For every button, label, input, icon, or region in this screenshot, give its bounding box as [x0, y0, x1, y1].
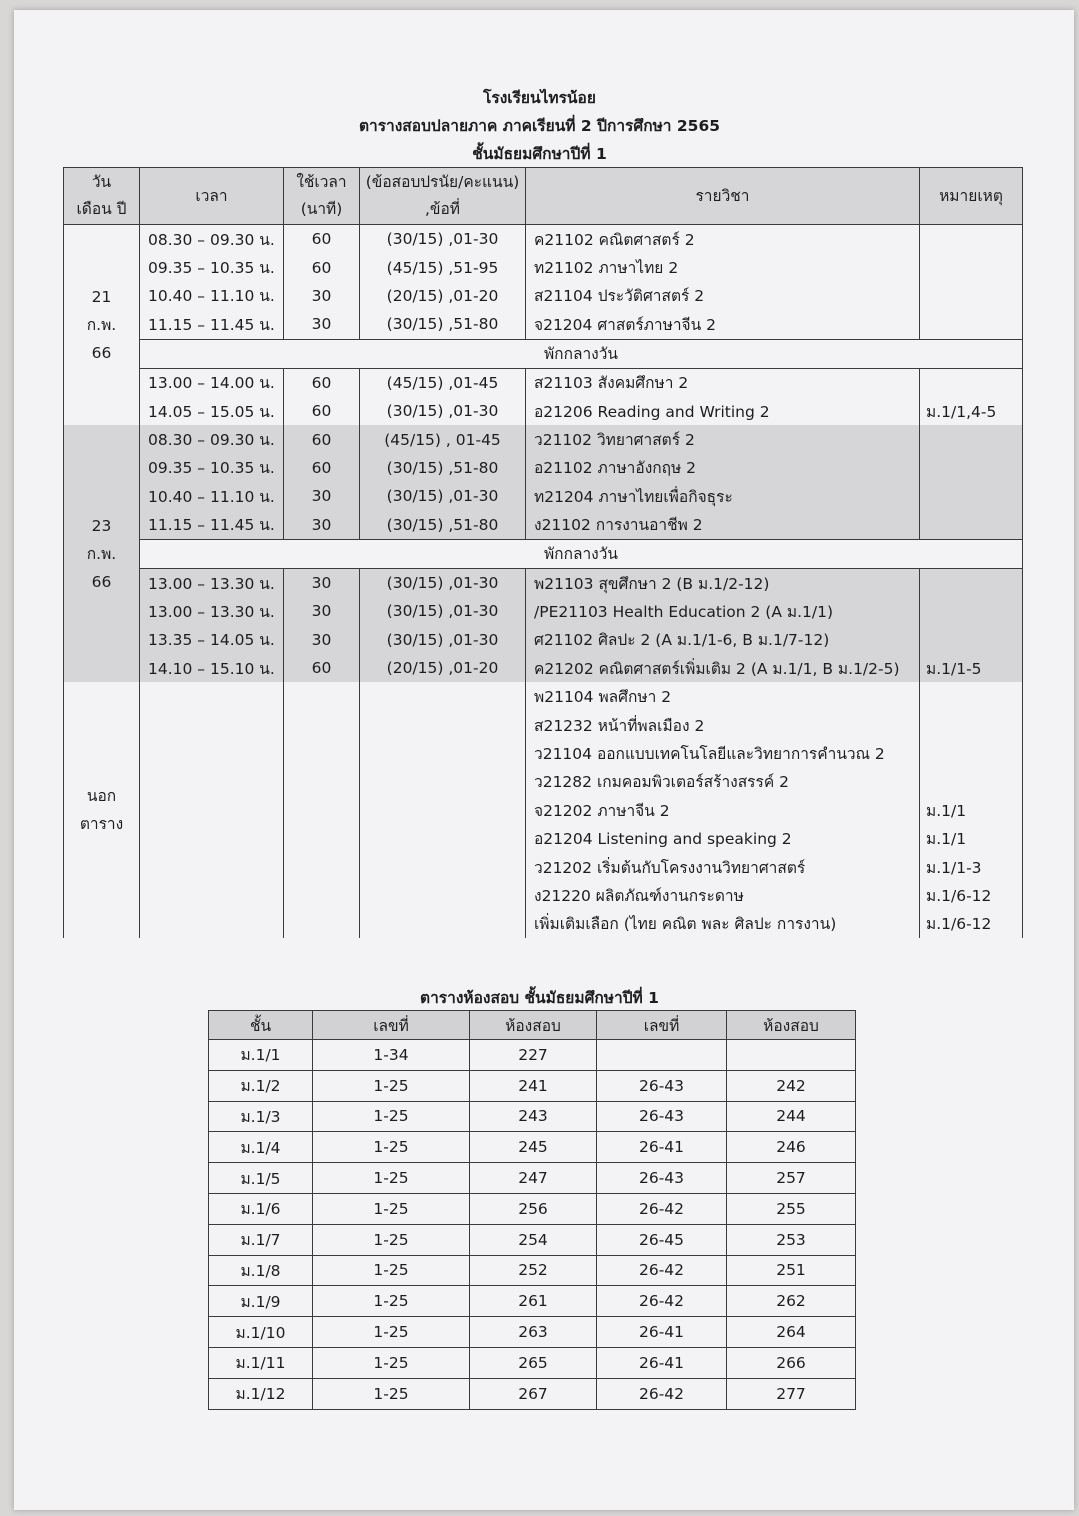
exam-time: 13.00 – 14.00 น. [140, 368, 284, 397]
rooms-row [209, 1132, 856, 1163]
exam-row [64, 568, 1023, 597]
exam-remark: ม.1/1-5 [920, 654, 1023, 682]
header-line: 23 [91, 516, 112, 535]
col-date-header [64, 168, 140, 225]
exam-row [64, 397, 1023, 425]
outside-remark: ม.1/6-12 [920, 881, 1023, 909]
rooms-cell [597, 1040, 727, 1071]
outside-remark [920, 768, 1023, 796]
exam-row [64, 368, 1023, 397]
exam-duration: 60 [284, 397, 360, 425]
exam-items: (20/15) ,01-20 [360, 282, 526, 310]
rooms-column-header: ห้องสอบ [727, 1011, 856, 1040]
exam-remark [920, 482, 1023, 510]
exam-subject: ค21102 คณิตศาสตร์ 2 [526, 225, 920, 254]
exam-remark: ม.1/1,4-5 [920, 397, 1023, 425]
exam-remark [920, 368, 1023, 397]
exam-row [64, 482, 1023, 510]
rooms-cell: 1-25 [313, 1255, 470, 1286]
outside-remark: ม.1/1 [920, 796, 1023, 824]
exam-duration: 30 [284, 568, 360, 597]
exam-remark [920, 454, 1023, 482]
rooms-row [209, 1101, 856, 1132]
rooms-cell: 26-43 [597, 1163, 727, 1194]
exam-items: (45/15) ,01-45 [360, 368, 526, 397]
rooms-header-row [209, 1011, 856, 1040]
col-remark-header: หมายเหตุ [920, 168, 1023, 225]
rooms-cell: 277 [727, 1378, 856, 1409]
rooms-cell: 256 [470, 1193, 597, 1224]
rooms-cell: 266 [727, 1347, 856, 1378]
rooms-cell: 26-42 [597, 1193, 727, 1224]
rooms-cell: 245 [470, 1132, 597, 1163]
exam-duration: 60 [284, 253, 360, 281]
rooms-cell: 264 [727, 1317, 856, 1348]
rooms-row [209, 1286, 856, 1317]
exam-time: 08.30 – 09.30 น. [140, 425, 284, 453]
exam-time: 09.35 – 10.35 น. [140, 253, 284, 281]
school-name: โรงเรียนไทรน้อย [483, 89, 596, 107]
rooms-cell: 257 [727, 1163, 856, 1194]
exam-items: (30/15) ,01-30 [360, 482, 526, 510]
outside-subject: ว21104 ออกแบบเทคโนโลยีและวิทยาการคำนวณ 2 [526, 739, 920, 767]
rooms-cell: ม.1/11 [209, 1347, 313, 1378]
exam-duration: 30 [284, 511, 360, 540]
outside-remark [920, 711, 1023, 739]
header-line: เดือน ปี [76, 200, 127, 218]
rooms-cell: 1-25 [313, 1070, 470, 1101]
rooms-cell [727, 1040, 856, 1071]
col-subject-header: รายวิชา [526, 168, 920, 225]
outside-subject: อ21204 Listening and speaking 2 [526, 824, 920, 852]
exam-remark [920, 511, 1023, 540]
rooms-cell: ม.1/4 [209, 1132, 313, 1163]
exam-time: 13.00 – 13.30 น. [140, 568, 284, 597]
header-line: 66 [91, 572, 112, 591]
outside-remark: ม.1/1 [920, 824, 1023, 852]
rooms-cell: 252 [470, 1255, 597, 1286]
rooms-cell: 243 [470, 1101, 597, 1132]
exam-time: 11.15 – 11.45 น. [140, 310, 284, 339]
exam-remark [920, 626, 1023, 654]
empty-duration [284, 682, 360, 938]
rooms-cell: 1-25 [313, 1378, 470, 1409]
exam-duration: 60 [284, 654, 360, 682]
empty-time [140, 682, 284, 938]
exam-subject: จ21204 ศาสตร์ภาษาจีน 2 [526, 310, 920, 339]
rooms-cell: ม.1/10 [209, 1317, 313, 1348]
rooms-cell: 1-25 [313, 1317, 470, 1348]
exam-duration: 30 [284, 597, 360, 625]
exam-subject: ส21103 สังคมศึกษา 2 [526, 368, 920, 397]
rooms-column-header: เลขที่ [313, 1011, 470, 1040]
rooms-row [209, 1317, 856, 1348]
header-line: ตาราง [79, 815, 124, 834]
rooms-row [209, 1347, 856, 1378]
rooms-cell: ม.1/7 [209, 1224, 313, 1255]
outside-row [64, 682, 1023, 710]
rooms-title: ตารางห้องสอบ ชั้นมัธยมศึกษาปีที่ 1 [420, 989, 659, 1007]
rooms-cell: ม.1/8 [209, 1255, 313, 1286]
exam-time: 13.35 – 14.05 น. [140, 626, 284, 654]
exam-items: (30/15) ,01-30 [360, 626, 526, 654]
exam-duration: 30 [284, 310, 360, 339]
outside-subject: ว21202 เริ่มต้นกับโครงงานวิทยาศาสตร์ [526, 853, 920, 881]
rooms-cell: 254 [470, 1224, 597, 1255]
header-line: ก.พ. [86, 316, 117, 335]
rooms-cell: 1-25 [313, 1286, 470, 1317]
exam-items: (30/15) ,01-30 [360, 225, 526, 254]
rooms-column-header: เลขที่ [597, 1011, 727, 1040]
rooms-column-header: ชั้น [209, 1011, 313, 1040]
exam-row [64, 597, 1023, 625]
outside-remark: ม.1/1-3 [920, 853, 1023, 881]
rooms-cell: 1-25 [313, 1347, 470, 1378]
lunch-break-label: พักกลางวัน [140, 539, 1023, 568]
header-line: ก.พ. [86, 544, 117, 563]
rooms-row [209, 1255, 856, 1286]
exam-rooms-table [208, 1010, 856, 1410]
exam-row [64, 425, 1023, 453]
exam-duration: 60 [284, 368, 360, 397]
exam-duration: 30 [284, 482, 360, 510]
exam-remark [920, 282, 1023, 310]
rooms-cell: ม.1/1 [209, 1040, 313, 1071]
exam-row [64, 310, 1023, 339]
rooms-cell: 1-25 [313, 1224, 470, 1255]
rooms-cell: ม.1/3 [209, 1101, 313, 1132]
exam-duration: 60 [284, 454, 360, 482]
exam-row [64, 454, 1023, 482]
lunch-break-row [64, 539, 1023, 568]
exam-row [64, 626, 1023, 654]
rooms-column-header: ห้องสอบ [470, 1011, 597, 1040]
exam-subject: ท21102 ภาษาไทย 2 [526, 253, 920, 281]
exam-time: 11.15 – 11.45 น. [140, 511, 284, 540]
rooms-cell: ม.1/2 [209, 1070, 313, 1101]
rooms-cell: 262 [727, 1286, 856, 1317]
rooms-row [209, 1040, 856, 1071]
exam-subject: อ21102 ภาษาอังกฤษ 2 [526, 454, 920, 482]
rooms-cell: 244 [727, 1101, 856, 1132]
exam-subject: ง21102 การงานอาชีพ 2 [526, 511, 920, 540]
rooms-cell: ม.1/9 [209, 1286, 313, 1317]
exam-items: (45/15) ,51-95 [360, 253, 526, 281]
exam-row [64, 511, 1023, 540]
exam-time: 10.40 – 11.10 น. [140, 482, 284, 510]
exam-subject: ค21202 คณิตศาสตร์เพิ่มเติม 2 (A ม.1/1, B ม.1/2-5) [526, 654, 920, 682]
outside-subject: ส21232 หน้าที่พลเมือง 2 [526, 711, 920, 739]
exam-time: 09.35 – 10.35 น. [140, 454, 284, 482]
exam-date-cell [64, 425, 140, 682]
rooms-cell: 251 [727, 1255, 856, 1286]
rooms-cell: 261 [470, 1286, 597, 1317]
exam-remark [920, 568, 1023, 597]
exam-remark [920, 225, 1023, 254]
exam-duration: 60 [284, 225, 360, 254]
header-line: (นาที) [300, 200, 343, 218]
rooms-cell: 265 [470, 1347, 597, 1378]
rooms-cell: 247 [470, 1163, 597, 1194]
exam-remark [920, 425, 1023, 453]
exam-subject: ท21204 ภาษาไทยเพื่อกิจธุระ [526, 482, 920, 510]
col-time-header: เวลา [140, 168, 284, 225]
exam-subject: อ21206 Reading and Writing 2 [526, 397, 920, 425]
exam-subject: ว21102 วิทยาศาสตร์ 2 [526, 425, 920, 453]
lunch-break-label: พักกลางวัน [140, 339, 1023, 368]
exam-time: 13.00 – 13.30 น. [140, 597, 284, 625]
exam-items: (45/15) , 01-45 [360, 425, 526, 453]
exam-time: 14.05 – 15.05 น. [140, 397, 284, 425]
rooms-cell: 26-43 [597, 1101, 727, 1132]
exam-duration: 60 [284, 425, 360, 453]
outside-subject: ว21282 เกมคอมพิวเตอร์สร้างสรรค์ 2 [526, 768, 920, 796]
exam-items: (30/15) ,01-30 [360, 597, 526, 625]
rooms-cell: 26-45 [597, 1224, 727, 1255]
rooms-cell: 1-25 [313, 1163, 470, 1194]
rooms-cell: 26-42 [597, 1378, 727, 1409]
rooms-cell: 263 [470, 1317, 597, 1348]
rooms-cell: 267 [470, 1378, 597, 1409]
rooms-cell: 1-25 [313, 1132, 470, 1163]
outside-subject: จ21202 ภาษาจีน 2 [526, 796, 920, 824]
exam-items: (30/15) ,01-30 [360, 568, 526, 597]
rooms-cell: 1-34 [313, 1040, 470, 1071]
exam-items: (30/15) ,51-80 [360, 310, 526, 339]
exam-row [64, 253, 1023, 281]
exam-time: 10.40 – 11.10 น. [140, 282, 284, 310]
outside-remark [920, 739, 1023, 767]
rooms-cell: ม.1/12 [209, 1378, 313, 1409]
col-duration-header [284, 168, 360, 225]
header-line: ,ข้อที่ [424, 200, 461, 218]
outside-remark: ม.1/6-12 [920, 910, 1023, 938]
header-line: 66 [91, 344, 112, 363]
rooms-cell: 26-42 [597, 1255, 727, 1286]
exam-subject: ศ21102 ศิลปะ 2 (A ม.1/1-6, B ม.1/7-12) [526, 626, 920, 654]
rooms-cell: ม.1/6 [209, 1193, 313, 1224]
outside-label [64, 682, 140, 938]
exam-subject: พ21103 สุขศึกษา 2 (B ม.1/2-12) [526, 568, 920, 597]
exam-subject: ส21104 ประวัติศาสตร์ 2 [526, 282, 920, 310]
rooms-cell: 1-25 [313, 1193, 470, 1224]
exam-schedule-table [63, 167, 1023, 938]
header-line: ใช้เวลา [296, 173, 347, 191]
rooms-cell: 26-41 [597, 1347, 727, 1378]
rooms-cell: ม.1/5 [209, 1163, 313, 1194]
schedule-header-row [64, 168, 1023, 225]
exam-date-cell [64, 225, 140, 426]
exam-row [64, 654, 1023, 682]
rooms-row [209, 1378, 856, 1409]
exam-duration: 30 [284, 282, 360, 310]
outside-subject: พ21104 พลศึกษา 2 [526, 682, 920, 710]
outside-subject: ง21220 ผลิตภัณฑ์งานกระดาษ [526, 881, 920, 909]
outside-subject: เพิ่มเติมเลือก (ไทย คณิต พละ ศิลปะ การงาน) [526, 910, 920, 938]
exam-subject: /PE21103 Health Education 2 (A ม.1/1) [526, 597, 920, 625]
rooms-row [209, 1193, 856, 1224]
rooms-row [209, 1224, 856, 1255]
rooms-cell: 241 [470, 1070, 597, 1101]
header-line: วัน [91, 173, 112, 191]
exam-time: 14.10 – 15.10 น. [140, 654, 284, 682]
exam-row [64, 225, 1023, 254]
header-line: (ข้อสอบปรนัย/คะแนน) [365, 173, 520, 191]
header-line: นอก [86, 787, 117, 806]
rooms-cell: 246 [727, 1132, 856, 1163]
outside-remark [920, 682, 1023, 710]
rooms-row [209, 1070, 856, 1101]
exam-row [64, 282, 1023, 310]
rooms-cell: 26-42 [597, 1286, 727, 1317]
exam-time: 08.30 – 09.30 น. [140, 225, 284, 254]
header-line: 21 [91, 288, 112, 307]
exam-remark [920, 253, 1023, 281]
rooms-row [209, 1163, 856, 1194]
grade-title: ชั้นมัธยมศึกษาปีที่ 1 [472, 145, 607, 163]
exam-items: (30/15) ,01-30 [360, 397, 526, 425]
exam-items: (20/15) ,01-20 [360, 654, 526, 682]
exam-remark [920, 597, 1023, 625]
exam-title: ตารางสอบปลายภาค ภาคเรียนที่ 2 ปีการศึกษา 2565 [358, 117, 721, 135]
exam-remark [920, 310, 1023, 339]
rooms-cell: 253 [727, 1224, 856, 1255]
rooms-cell: 242 [727, 1070, 856, 1101]
rooms-cell: 26-41 [597, 1317, 727, 1348]
col-items-header [360, 168, 526, 225]
exam-duration: 30 [284, 626, 360, 654]
exam-items: (30/15) ,51-80 [360, 511, 526, 540]
rooms-cell: 26-43 [597, 1070, 727, 1101]
lunch-break-row [64, 339, 1023, 368]
rooms-cell: 1-25 [313, 1101, 470, 1132]
rooms-cell: 227 [470, 1040, 597, 1071]
rooms-cell: 255 [727, 1193, 856, 1224]
rooms-cell: 26-41 [597, 1132, 727, 1163]
empty-items [360, 682, 526, 938]
exam-items: (30/15) ,51-80 [360, 454, 526, 482]
